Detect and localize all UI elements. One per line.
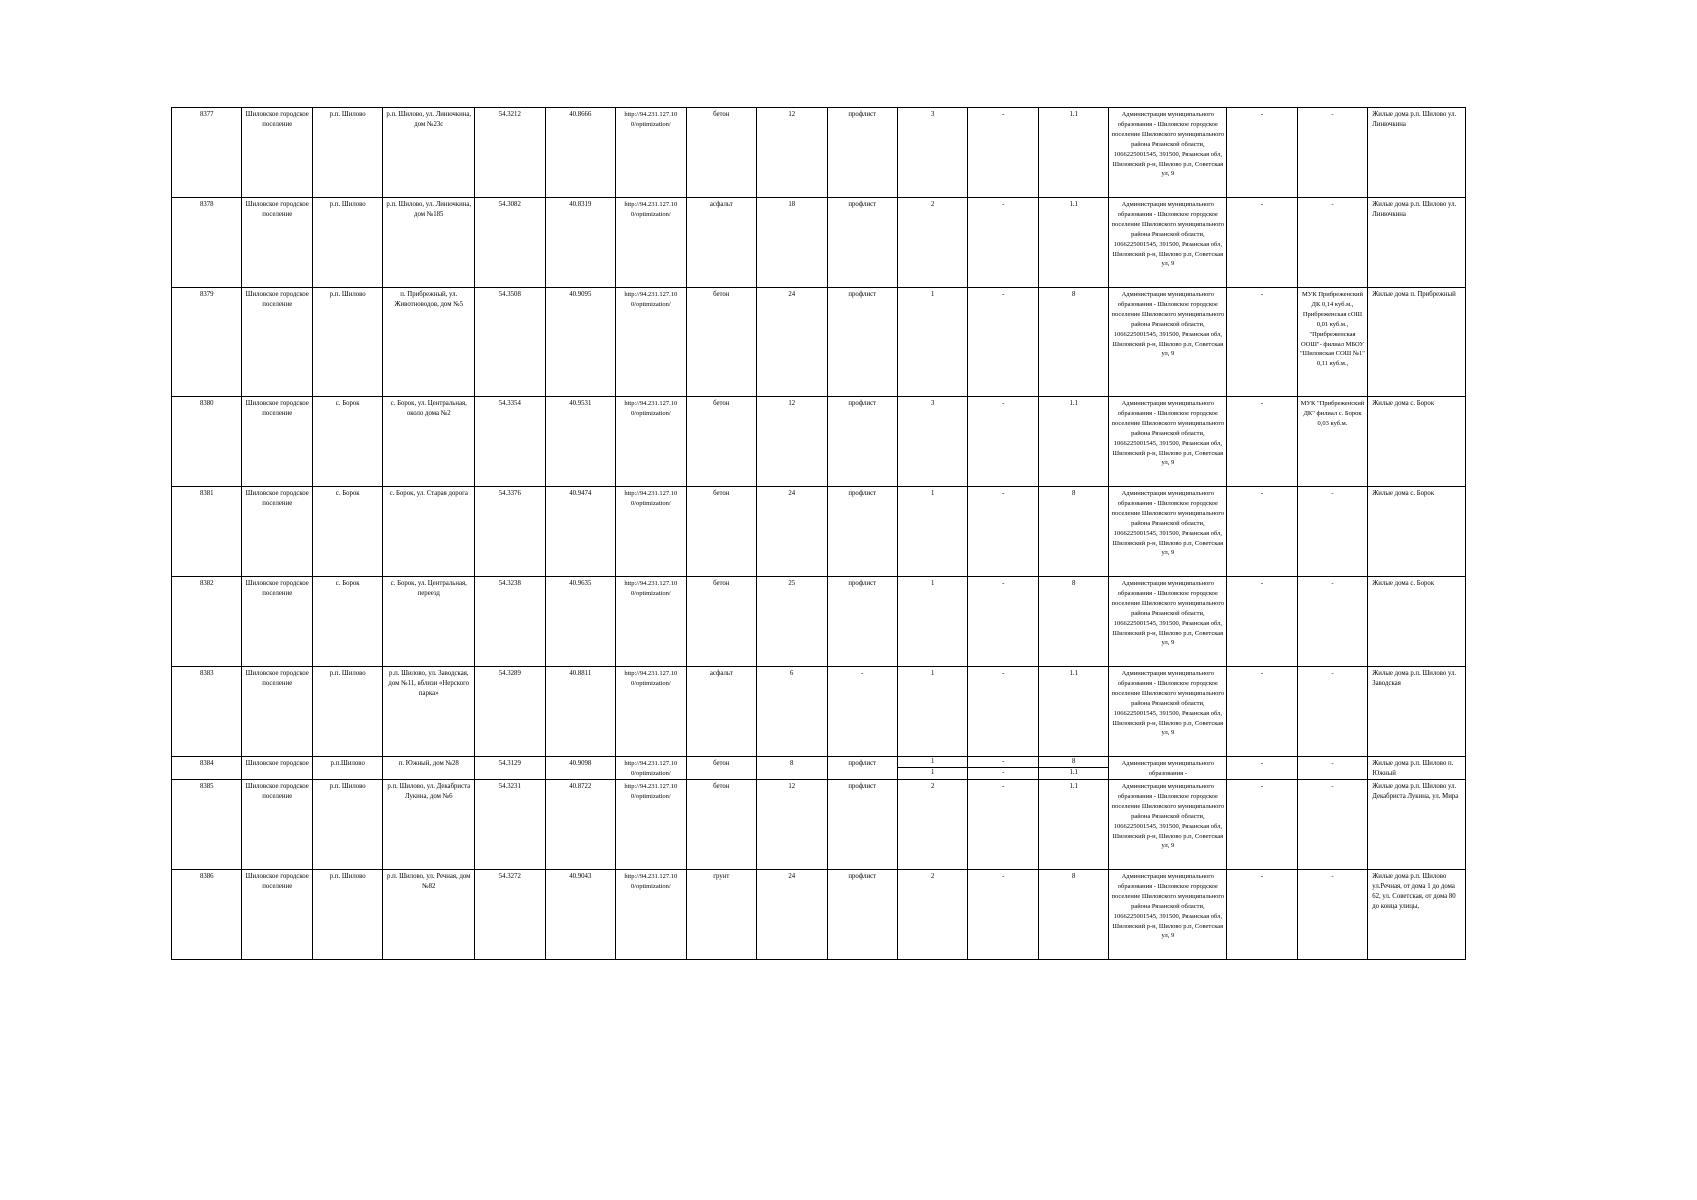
cell-lon: 40.9043	[545, 870, 615, 960]
cell-address: р.п. Шилово, ул. Линючкина, дом №23с	[383, 108, 475, 198]
cell-id: 8381	[172, 487, 242, 577]
cell-lat: 54.3508	[475, 288, 545, 397]
cell-locality: р.п.Шилово	[312, 757, 382, 780]
cell-lat: 54.3354	[475, 397, 545, 487]
cell-value: -	[968, 757, 1037, 768]
cell-source-legal: -	[1227, 198, 1297, 288]
cell-owner: Администрация муниципального образования - Шиловское городское поселение Шиловского муниципального района Рязанской области, 1066225001545, 391500, Рязанская обл, Шиловский р-н, Шилово р.п, Советская ул, 9	[1109, 397, 1227, 487]
cell-source-legal: -	[1227, 870, 1297, 960]
cell-surface: бетон	[686, 780, 756, 870]
cell-source-other: МУК Прибреженский ДК 0,14 куб.м., Прибреженская сОШ 0,01 куб.м., "Прибреженская ООШ"- филиал МБОУ "Шиловская СОШ №1" 0,11 куб.м.,	[1297, 288, 1367, 397]
cell-owner: Администрация муниципального образования - Шиловское городское поселение Шиловского муниципального района Рязанской области, 1066225001545, 391500, Рязанская обл, Шиловский р-н, Шилово р.п, Советская ул, 9	[1109, 288, 1227, 397]
cell-residents: Жилые дома р.п. Шилово ул. Декабриста Лукина, ул. Мира	[1368, 780, 1466, 870]
cell-source-other: -	[1297, 870, 1367, 960]
cell-lat: 54.3289	[475, 667, 545, 757]
cell-id: 8382	[172, 577, 242, 667]
cell-containers-existing: 2	[897, 870, 967, 960]
cell-surface: бетон	[686, 397, 756, 487]
cell-containers-existing: 2	[897, 198, 967, 288]
cell-surface: бетон	[686, 288, 756, 397]
cell-lat: 54.3231	[475, 780, 545, 870]
cell-containers-planned: -	[968, 667, 1038, 757]
cell-source-legal: -	[1227, 577, 1297, 667]
cell-address: с. Борок, ул. Центральная, около дома №2	[383, 397, 475, 487]
cell-volume: 8	[1038, 577, 1108, 667]
cell-settlement: Шиловское городское поселение	[242, 870, 312, 960]
cell-address: с. Борок, ул. Старая дорога	[383, 487, 475, 577]
cell-lat: 54.3082	[475, 198, 545, 288]
cell-owner: Администрация муниципального образования -	[1109, 757, 1227, 780]
cell-url: http://94.231.127.10 0/optimization/	[616, 757, 686, 780]
cell-id: 8383	[172, 667, 242, 757]
table-row	[172, 757, 1466, 780]
cell-volume: 1.1	[1038, 780, 1108, 870]
cell-lon: 40.9635	[545, 577, 615, 667]
cell-volume: 1.1	[1038, 667, 1108, 757]
cell-lon: 40.9098	[545, 757, 615, 780]
cell-url: http://94.231.127.10 0/optimization/	[616, 487, 686, 577]
cell-containers-planned: -	[968, 577, 1038, 667]
table-row	[172, 397, 1466, 487]
cell-containers-planned: -	[968, 487, 1038, 577]
cell-value-secondary: -	[1002, 769, 1005, 776]
cell-lat: 54.3212	[475, 108, 545, 198]
cell-area: 25	[757, 577, 827, 667]
cell-lon: 40.9474	[545, 487, 615, 577]
cell-container-type: -	[827, 667, 897, 757]
cell-locality: с. Борок	[312, 577, 382, 667]
cell-source-legal: -	[1227, 667, 1297, 757]
cell-settlement: Шиловское городское поселение	[242, 577, 312, 667]
cell-container-type: профлист	[827, 780, 897, 870]
cell-area: 6	[757, 667, 827, 757]
cell-containers-planned: -	[968, 397, 1038, 487]
cell-surface: бетон	[686, 108, 756, 198]
cell-locality: р.п. Шилово	[312, 780, 382, 870]
cell-area: 24	[757, 487, 827, 577]
cell-lon: 40.9095	[545, 288, 615, 397]
cell-owner: Администрация муниципального образования - Шиловское городское поселение Шиловского муниципального района Рязанской области, 1066225001545, 391500, Рязанская обл, Шиловский р-н, Шилово р.п, Советская ул, 9	[1109, 108, 1227, 198]
cell-settlement: Шиловское городское поселение	[242, 198, 312, 288]
cell-lon: 40.8319	[545, 198, 615, 288]
cell-value: 8	[1039, 757, 1108, 768]
cell-area: 8	[757, 757, 827, 780]
cell-id: 8386	[172, 870, 242, 960]
cell-volume: 8	[1038, 870, 1108, 960]
cell-lat: 54.3376	[475, 487, 545, 577]
cell-residents: Жилые дома с. Борок	[1368, 577, 1466, 667]
cell-residents: Жилые дома р.п. Шилово ул. Линючкина	[1368, 198, 1466, 288]
cell-volume: 8	[1038, 487, 1108, 577]
cell-source-other: МУК "Прибреженский ДК" филиал с. Борок 0,03 куб.м.	[1297, 397, 1367, 487]
cell-residents: Жилые дома р.п. Шилово п. Южный	[1368, 757, 1466, 780]
cell-lat: 54.3272	[475, 870, 545, 960]
cell-source-legal: -	[1227, 397, 1297, 487]
cell-settlement: Шиловское городское поселение	[242, 397, 312, 487]
cell-source-other: -	[1297, 757, 1367, 780]
cell-value-secondary: 1	[931, 769, 935, 776]
cell-volume: 1.1	[1038, 397, 1108, 487]
cell-containers-existing: 1	[897, 487, 967, 577]
cell-source-other: -	[1297, 577, 1367, 667]
cell-source-legal: -	[1227, 757, 1297, 780]
cell-settlement: Шиловское городское	[242, 757, 312, 780]
cell-area: 12	[757, 780, 827, 870]
cell-containers-existing: 1	[897, 577, 967, 667]
cell-owner: Администрация муниципального образования - Шиловское городское поселение Шиловского муниципального района Рязанской области, 1066225001545, 391500, Рязанская обл, Шиловский р-н, Шилово р.п, Советская ул, 9	[1109, 577, 1227, 667]
cell-container-type: профлист	[827, 487, 897, 577]
cell-source-legal: -	[1227, 108, 1297, 198]
cell-container-type: профлист	[827, 757, 897, 780]
cell-url: http://94.231.127.10 0/optimization/	[616, 667, 686, 757]
registry-table	[171, 107, 1466, 960]
cell-owner: Администрация муниципального образования - Шиловское городское поселение Шиловского муниципального района Рязанской области, 1066225001545, 391500, Рязанская обл, Шиловский р-н, Шилово р.п, Советская ул, 9	[1109, 667, 1227, 757]
cell-owner: Администрация муниципального образования - Шиловское городское поселение Шиловского муниципального района Рязанской области, 1066225001545, 391500, Рязанская обл, Шиловский р-н, Шилово р.п, Советская ул, 9	[1109, 487, 1227, 577]
cell-settlement: Шиловское городское поселение	[242, 487, 312, 577]
cell-source-other: -	[1297, 780, 1367, 870]
cell-value: 1	[898, 757, 967, 768]
cell-lat: 54.3238	[475, 577, 545, 667]
cell-container-type: профлист	[827, 870, 897, 960]
cell-address: р.п. Шилово, ул. Декабриста Лукина, дом №6	[383, 780, 475, 870]
cell-residents: Жилые дома с. Борок	[1368, 487, 1466, 577]
cell-url: http://94.231.127.10 0/optimization/	[616, 397, 686, 487]
cell-id: 8385	[172, 780, 242, 870]
cell-containers-existing	[897, 757, 967, 780]
cell-source-legal: -	[1227, 288, 1297, 397]
cell-source-other: -	[1297, 487, 1367, 577]
table-row	[172, 870, 1466, 960]
table-row	[172, 108, 1466, 198]
table-row	[172, 487, 1466, 577]
cell-source-legal: -	[1227, 487, 1297, 577]
cell-lon: 40.8666	[545, 108, 615, 198]
cell-address: р.п. Шилово, ул. Линючкина, дом №185	[383, 198, 475, 288]
cell-residents: Жилые дома р.п. Шилово ул. Линючкина	[1368, 108, 1466, 198]
table-row	[172, 780, 1466, 870]
cell-containers-existing: 3	[897, 397, 967, 487]
cell-volume: 8	[1038, 288, 1108, 397]
cell-residents: Жилые дома р.п. Шилово ул.Речная, от дома 1 до дома 62, ул. Советская, от дома 80 до конца улицы,	[1368, 870, 1466, 960]
cell-containers-existing: 2	[897, 780, 967, 870]
cell-locality: р.п. Шилово	[312, 198, 382, 288]
table-row	[172, 198, 1466, 288]
cell-locality: р.п. Шилово	[312, 288, 382, 397]
cell-address: п. Южный, дом №28	[383, 757, 475, 780]
cell-container-type: профлист	[827, 288, 897, 397]
cell-area: 24	[757, 288, 827, 397]
cell-locality: с. Борок	[312, 397, 382, 487]
cell-container-type: профлист	[827, 198, 897, 288]
cell-locality: р.п. Шилово	[312, 870, 382, 960]
cell-settlement: Шиловское городское поселение	[242, 780, 312, 870]
cell-id: 8380	[172, 397, 242, 487]
cell-containers-planned: -	[968, 288, 1038, 397]
cell-surface: бетон	[686, 577, 756, 667]
cell-volume	[1038, 757, 1108, 780]
cell-address: с. Борок, ул. Центральная, переезд	[383, 577, 475, 667]
cell-area: 24	[757, 870, 827, 960]
cell-lat: 54.3129	[475, 757, 545, 780]
cell-area: 12	[757, 108, 827, 198]
cell-url: http://94.231.127.10 0/optimization/	[616, 198, 686, 288]
cell-surface: бетон	[686, 487, 756, 577]
cell-containers-planned: -	[968, 780, 1038, 870]
cell-id: 8384	[172, 757, 242, 780]
cell-locality: р.п. Шилово	[312, 108, 382, 198]
cell-locality: с. Борок	[312, 487, 382, 577]
cell-lon: 40.8722	[545, 780, 615, 870]
cell-containers-existing: 1	[897, 288, 967, 397]
cell-source-legal: -	[1227, 780, 1297, 870]
cell-volume: 1.1	[1038, 198, 1108, 288]
cell-residents: Жилые дома п. Прибрежный	[1368, 288, 1466, 397]
cell-locality: р.п. Шилово	[312, 667, 382, 757]
cell-url: http://94.231.127.10 0/optimization/	[616, 108, 686, 198]
table-row	[172, 577, 1466, 667]
cell-area: 12	[757, 397, 827, 487]
cell-address: р.п. Шилово, ул. Заводская, дом №11, вблизи «Нерского парка»	[383, 667, 475, 757]
cell-surface: асфальт	[686, 667, 756, 757]
cell-url: http://94.231.127.10 0/optimization/	[616, 870, 686, 960]
cell-containers-planned: -	[968, 108, 1038, 198]
cell-containers-planned: -	[968, 198, 1038, 288]
cell-surface: бетон	[686, 757, 756, 780]
cell-container-type: профлист	[827, 397, 897, 487]
cell-area: 18	[757, 198, 827, 288]
cell-surface: асфальт	[686, 198, 756, 288]
table-row	[172, 667, 1466, 757]
cell-surface: грунт	[686, 870, 756, 960]
cell-lon: 40.9531	[545, 397, 615, 487]
cell-container-type: профлист	[827, 577, 897, 667]
cell-containers-planned	[968, 757, 1038, 780]
cell-owner: Администрация муниципального образования - Шиловское городское поселение Шиловского муниципального района Рязанской области, 1066225001545, 391500, Рязанская обл, Шиловский р-н, Шилово р.п, Советская ул, 9	[1109, 870, 1227, 960]
cell-owner: Администрация муниципального образования - Шиловское городское поселение Шиловского муниципального района Рязанской области, 1066225001545, 391500, Рязанская обл, Шиловский р-н, Шилово р.п, Советская ул, 9	[1109, 780, 1227, 870]
cell-volume: 1.1	[1038, 108, 1108, 198]
cell-owner: Администрация муниципального образования - Шиловское городское поселение Шиловского муниципального района Рязанской области, 1066225001545, 391500, Рязанская обл, Шиловский р-н, Шилово р.п, Советская ул, 9	[1109, 198, 1227, 288]
cell-url: http://94.231.127.10 0/optimization/	[616, 780, 686, 870]
cell-settlement: Шиловское городское поселение	[242, 288, 312, 397]
cell-settlement: Шиловское городское поселение	[242, 108, 312, 198]
table-row	[172, 288, 1466, 397]
cell-residents: Жилые дома с. Борок	[1368, 397, 1466, 487]
cell-containers-existing: 1	[897, 667, 967, 757]
cell-value-secondary: 1.1	[1069, 769, 1078, 776]
cell-source-other: -	[1297, 198, 1367, 288]
cell-url: http://94.231.127.10 0/optimization/	[616, 577, 686, 667]
cell-lon: 40.8811	[545, 667, 615, 757]
cell-id: 8379	[172, 288, 242, 397]
cell-containers-existing: 3	[897, 108, 967, 198]
cell-address: р.п. Шилово, ул. Речная, дом №82	[383, 870, 475, 960]
cell-source-other: -	[1297, 667, 1367, 757]
cell-containers-planned: -	[968, 870, 1038, 960]
cell-residents: Жилые дома р.п. Шилово ул. Заводская	[1368, 667, 1466, 757]
table-body	[172, 108, 1466, 960]
cell-source-other: -	[1297, 108, 1367, 198]
cell-container-type: профлист	[827, 108, 897, 198]
cell-url: http://94.231.127.10 0/optimization/	[616, 288, 686, 397]
cell-settlement: Шиловское городское поселение	[242, 667, 312, 757]
cell-address: п. Прибрежный, ул. Животноводов, дом №5	[383, 288, 475, 397]
cell-id: 8378	[172, 198, 242, 288]
cell-id: 8377	[172, 108, 242, 198]
